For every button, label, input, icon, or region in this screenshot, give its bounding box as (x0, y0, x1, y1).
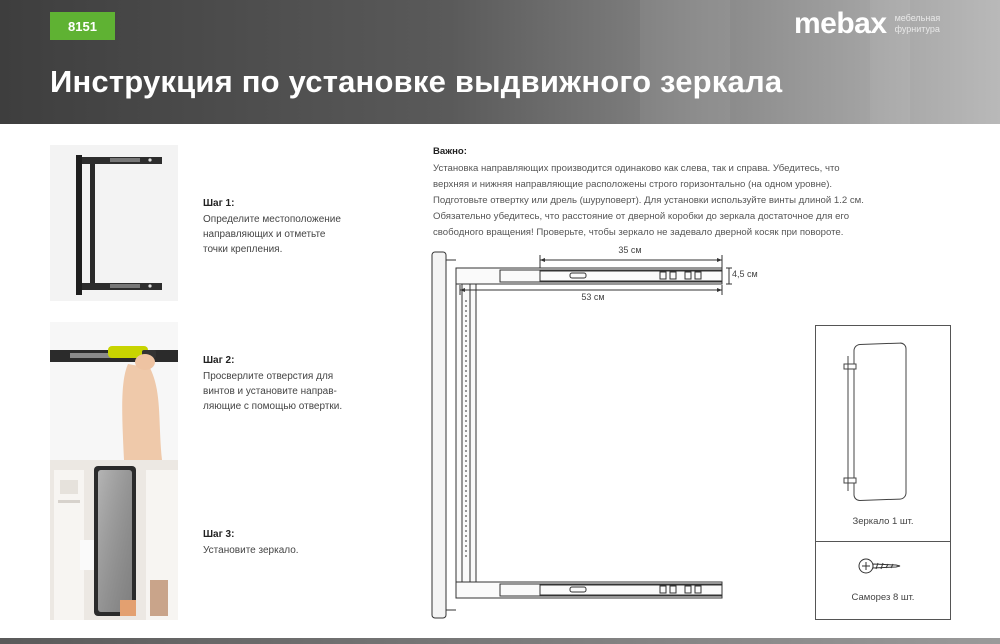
article-badge: 8151 (50, 12, 115, 40)
important-note (433, 144, 873, 241)
step-3 (203, 527, 383, 558)
page-title: Инструкция по установке выдвижного зеркала (50, 64, 783, 99)
dim-length-label: 53 см (581, 292, 605, 302)
step-2-title: Шаг 2: (203, 355, 235, 366)
step1-photo (50, 145, 178, 301)
mirror-rail-drawing (430, 240, 770, 620)
step-1-text: Определите местоположение направляющих и отметьте точки крепления. (203, 214, 341, 255)
step-1 (203, 196, 383, 257)
step-2 (203, 353, 383, 414)
header-decor-band (640, 0, 730, 124)
header-banner (0, 0, 1000, 124)
parts-box (815, 325, 951, 620)
logo-tagline: мебельная фурнитура (894, 13, 941, 34)
step2-photo (50, 322, 178, 460)
step-2-text: Просверлите отверстия для винтов и установите направ-ляющие с помощью отвертки. (203, 371, 343, 412)
dim-travel-label: 35 см (618, 245, 642, 255)
footer-divider (0, 638, 1000, 644)
part-mirror-label: Зеркало 1 шт. (852, 516, 914, 527)
part-mirror-cell (816, 326, 950, 542)
step-1-title: Шаг 1: (203, 198, 235, 209)
step3-photo (50, 460, 178, 620)
important-title: Важно: (433, 146, 467, 157)
step-3-text: Установите зеркало. (203, 545, 299, 556)
brand-logo (794, 6, 945, 42)
dim-height-label: 4,5 см (732, 269, 758, 279)
step-3-title: Шаг 3: (203, 529, 235, 540)
important-text: Установка направляющих производится одинаково как слева, так и справа. Убедитесь, что верхняя и нижняя направляющие расположены строго горизонтально (на одном уровне). Подготовьте отвертку или дрель (шуруповерт). Для установки используйте винты длиной 1.2 см. Обязательно убедитесь, что расстояние от дверной коробки до зеркала достаточное для его свободного вращения! Проверьте, чтобы зеркало не задевало дверной косяк при повороте. (433, 163, 864, 238)
part-screw-label: Саморез 8 шт. (851, 592, 915, 603)
logo-wordmark: mebax (794, 7, 887, 40)
part-screw-cell (816, 542, 950, 620)
